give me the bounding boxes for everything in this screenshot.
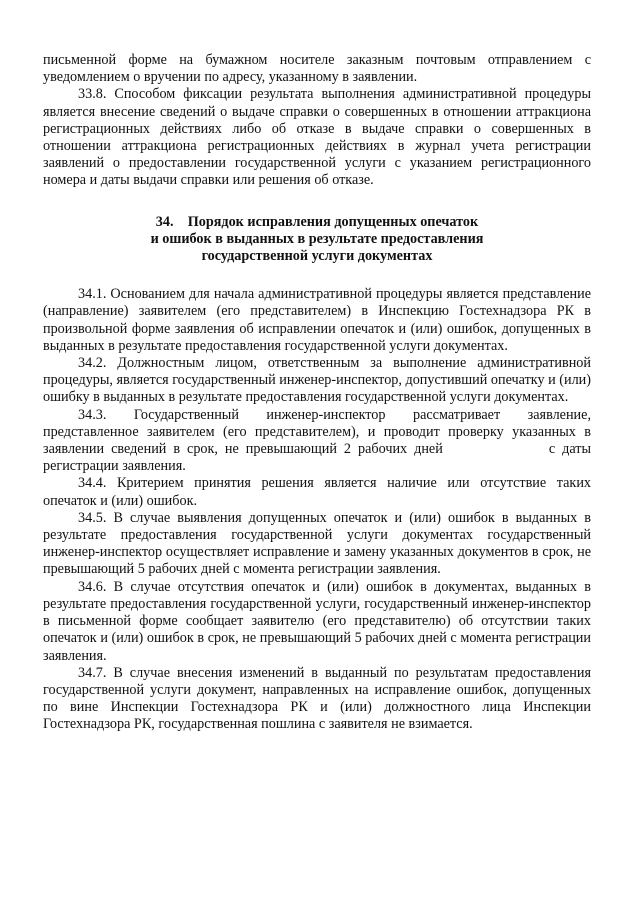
paragraph-34-6: 34.6. В случае отсутствия опечаток и (или) ошибок в документах, выданных в результате предоставления государственной услуги, государственный инженер-инспектор в письменной форме сообщает заявителю (его представителю) об отсутствии таких опечаток и (или) ошибок в срок, не превышающий 5 рабочих дней с момента регистрации заявления. — [43, 578, 591, 664]
paragraph-34-5: 34.5. В случае выявления допущенных опечаток и (или) ошибок в выданных в результате предоставления государственной услуги документах государственный инженер-инспектор осуществляет исправление и замену указанных документов в срок, не превышающий 5 рабочих дней с момента регистрации заявления. — [43, 509, 591, 578]
paragraph-34-4: 34.4. Критерием принятия решения является наличие или отсутствие таких опечаток и (или) ошибок. — [43, 475, 591, 509]
paragraph-34-7: 34.7. В случае внесения изменений в выданный по результатам предоставления государственной услуги документ, направленных на исправление ошибок, допущенных по вине Инспекции Гостехнадзора РК и (или) должностного лица Инспекции Гостехнадзора РК, государственная пошлина с заявителя не взимается. — [43, 664, 591, 733]
paragraph-34-3 — [43, 407, 591, 476]
heading-line-3: государственной услуги документах — [201, 248, 433, 265]
paragraph-intro: письменной форме на бумажном носителе заказным почтовым отправлением с уведомлением о вручении по адресу, указанному в заявлении. — [43, 52, 591, 86]
document-page — [43, 52, 591, 734]
heading-line-1: 34. Порядок исправления допущенных опечаток — [155, 213, 479, 230]
section-heading-34 — [43, 214, 591, 266]
heading-line-2: и ошибок в выданных в результате предоставления — [150, 230, 484, 247]
paragraph-34-3-text: 34.3. Государственный инженер-инспектор рассматривает заявление, представленное заявителем (его представителем), и проводит проверку указанных в заявлении сведений в срок, не превышающий 2 рабочих дней — [43, 406, 591, 458]
paragraph-34-1: 34.1. Основанием для начала административной процедуры является представление (направление) заявителем (его представителем) в Инспекцию Гостехнадзора РК в произвольной форме заявления об исправлении опечаток и (или) ошибок, допущенных в выданных в результате предоставления государственной услуги документах. — [43, 286, 591, 354]
paragraph-34-2: 34.2. Должностным лицом, ответственным за выполнение административной процедуры, является государственный инженер-инспектор, допустивший опечатку и (или) ошибку в выданных в результате предоставления государственной услуги документах. — [43, 355, 591, 406]
paragraph-34-3-tail: с даты регистрации заявления. — [43, 441, 591, 475]
paragraph-33-8: 33.8. Способом фиксации результата выполнения административной процедуры является внесение сведений о выдаче справки о совершенных в отношении аттракциона регистрационных действиях либо об отказе в выдаче справки о совершенных в отношении аттракциона регистрационных действиях в журнал учета регистрации заявлений о предоставлении государственной услуги с указанием регистрационного номера и даты выдачи справки или решения об отказе. — [43, 86, 591, 189]
